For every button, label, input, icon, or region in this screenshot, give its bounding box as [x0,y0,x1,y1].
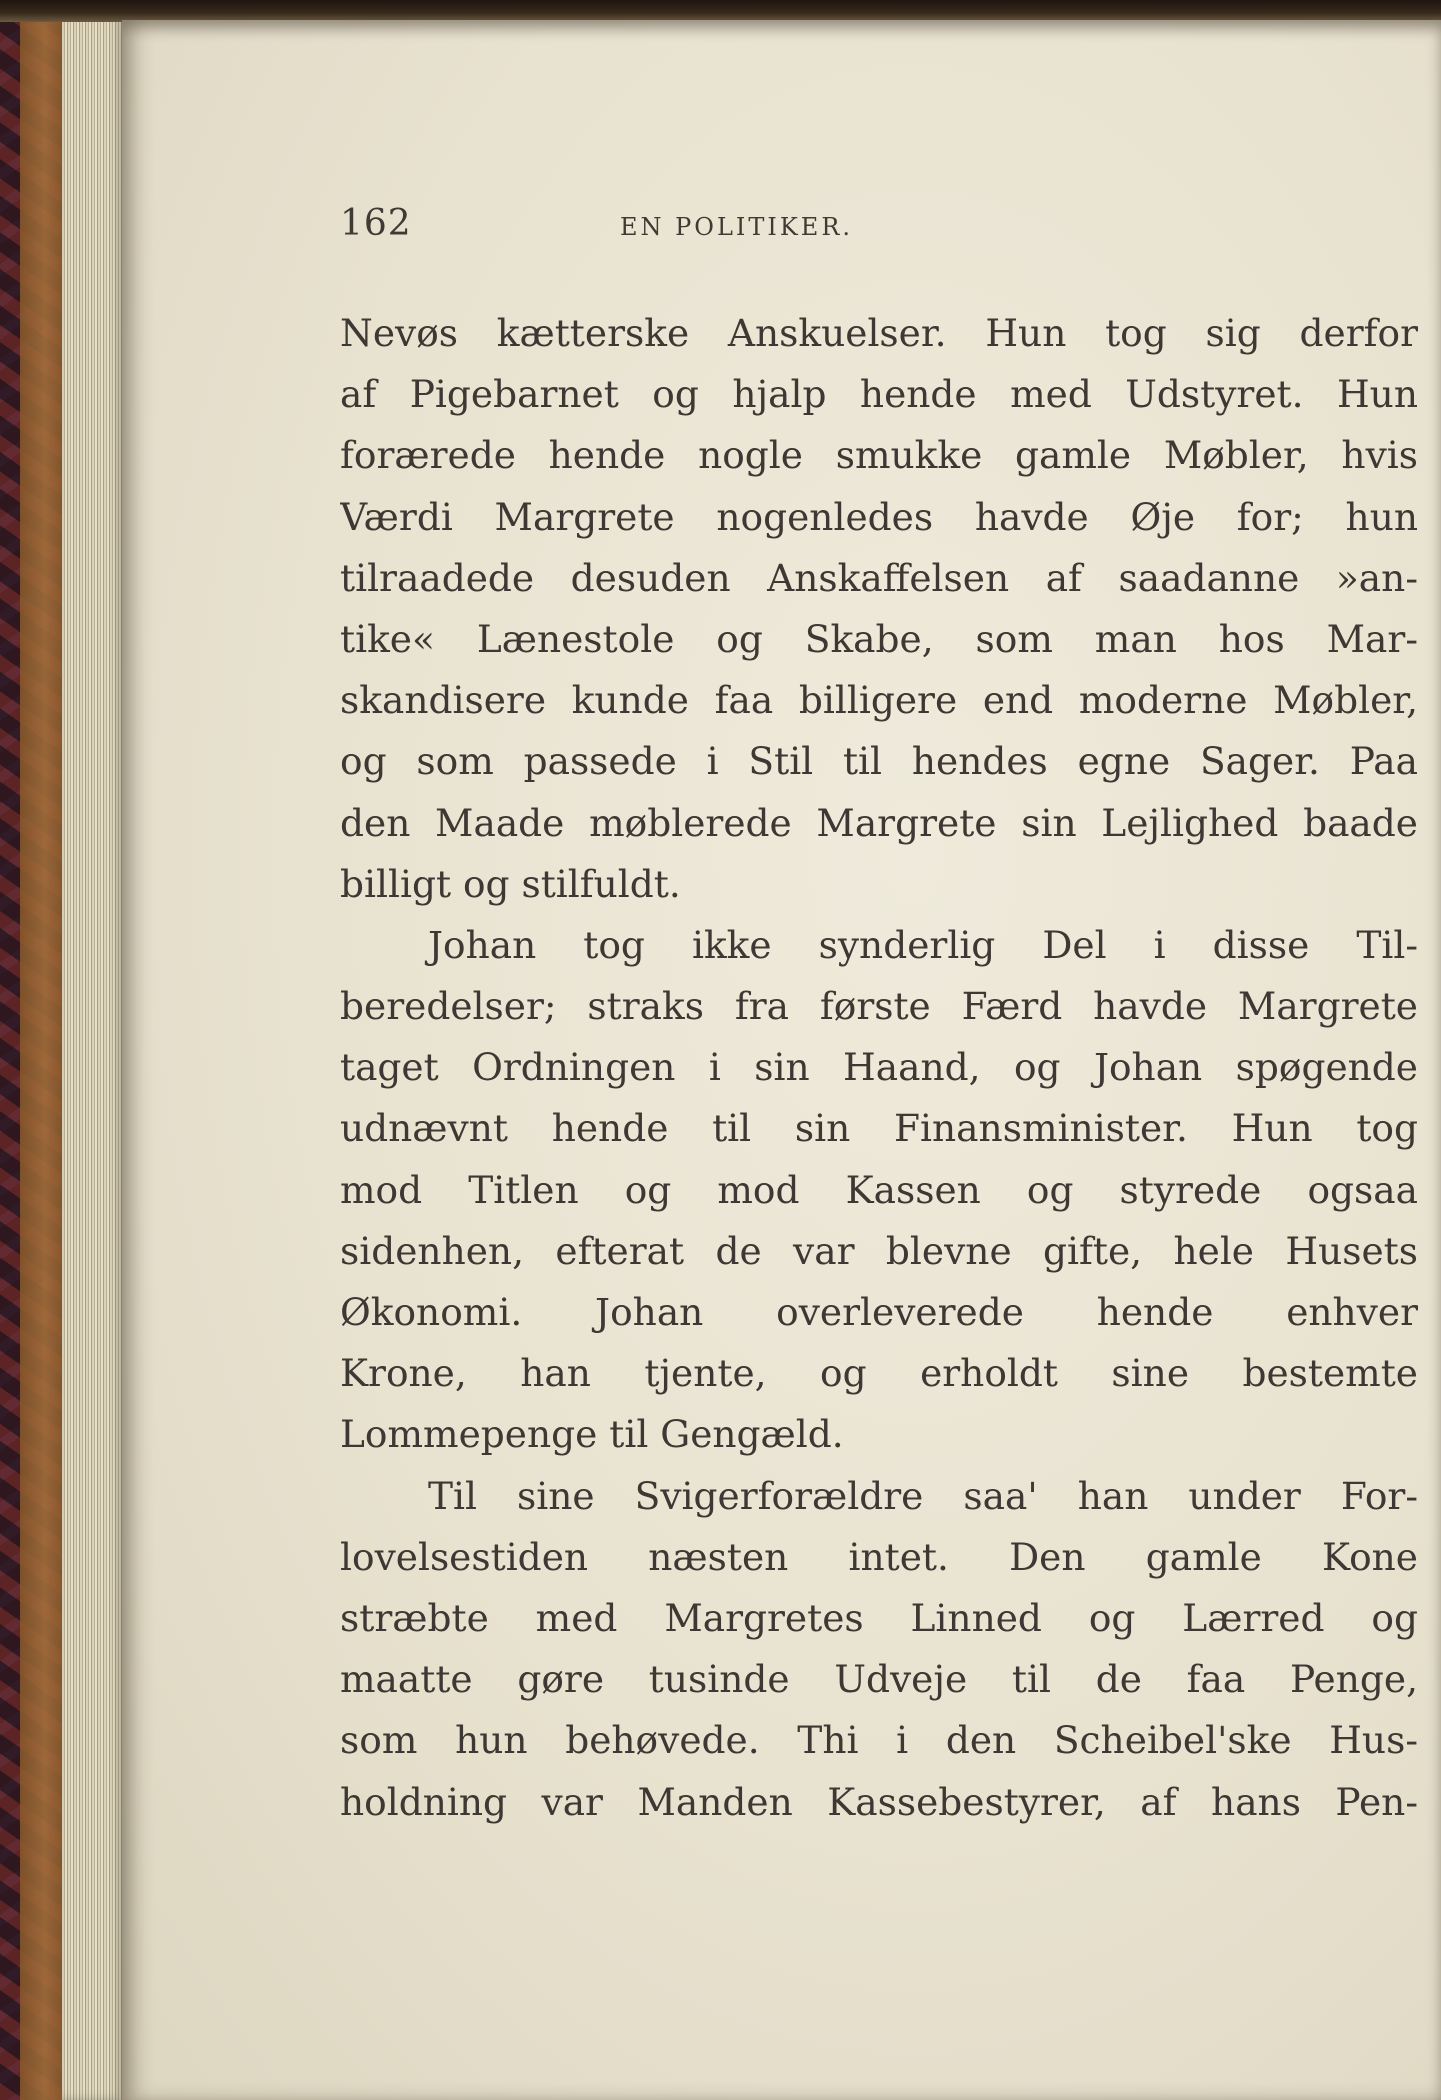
text-line: holdning var Manden Kassebestyrer, af hans Pen- [340,1779,1418,1824]
body-text [340,303,1418,1833]
text-line: taget Ordningen i sin Haand, og Johan spøgende [340,1045,1418,1090]
page-edges [62,10,124,2100]
text-line: Lommepenge til Gengæld. [340,1412,844,1457]
text-line: sidenhen, efterat de var blevne gifte, hele Husets [340,1228,1418,1273]
text-line: Økonomi. Johan overleverede hende enhver [340,1290,1418,1334]
text-line: billigt og stilfuldt. [340,861,681,906]
book-page [122,20,1441,2100]
text-line: skandisere kunde faa billigere end moderne Møbler, [340,678,1418,723]
top-binding-shadow [0,0,1441,22]
text-line: Johan tog ikke synderlig Del i disse Til- [428,922,1418,967]
text-line: maatte gøre tusinde Udveje til de faa Penge, [340,1657,1418,1702]
text-line: beredelser; straks fra første Færd havde Margrete [340,984,1418,1029]
text-line: Krone, han tjente, og erholdt sine bestemte [340,1351,1418,1396]
text-line: mod Titlen og mod Kassen og styrede ogsaa [340,1167,1418,1212]
text-line: Til sine Svigerforældre saa' han under For- [428,1473,1418,1518]
page-number: 162 [340,203,412,244]
text-line: som hun behøvede. Thi i den Scheibel'ske Hus- [340,1718,1418,1763]
running-title: EN POLITIKER. [620,213,854,241]
text-line: den Maade møblerede Margrete sin Lejlighed baade [340,800,1418,845]
running-head [340,203,1100,263]
text-line: og som passede i Stil til hendes egne Sager. Paa [340,739,1418,784]
text-line: udnævnt hende til sin Finansminister. Hun tog [340,1106,1418,1151]
text-line: Nevøs kætterske Anskuelser. Hun tog sig derfor [340,311,1418,355]
text-line: af Pigebarnet og hjalp hende med Udstyret. Hun [340,372,1418,417]
text-line: forærede hende nogle smukke gamle Møbler, hvis [340,433,1418,478]
text-line: stræbte med Margretes Linned og Lærred og [340,1595,1418,1640]
text-line: tilraadede desuden Anskaffelsen af saadanne »an- [340,555,1418,600]
text-line: tike« Lænestole og Skabe, som man hos Mar- [340,616,1418,661]
text-line: lovelsestiden næsten intet. Den gamle Kone [340,1534,1418,1579]
text-line: Værdi Margrete nogenledes havde Øje for; hun [340,494,1418,539]
